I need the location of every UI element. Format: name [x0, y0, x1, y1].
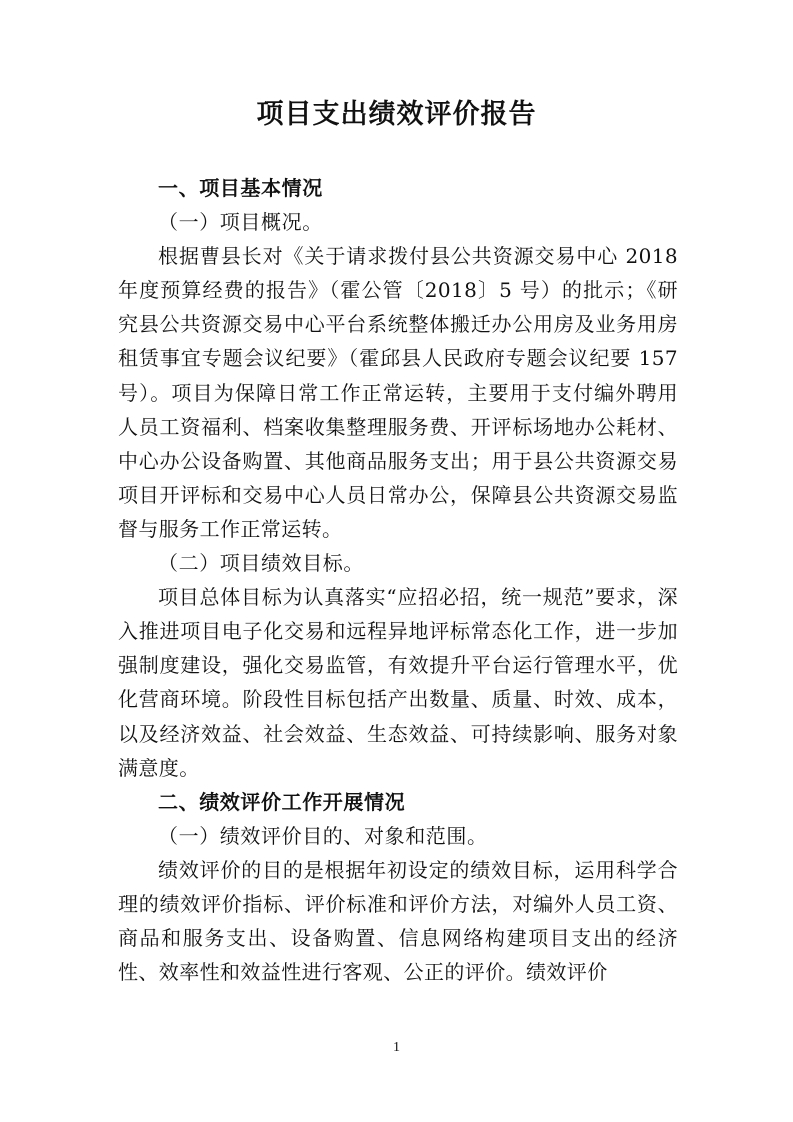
document-body: [118, 171, 678, 989]
paragraph-overview: 根据曹县长对《关于请求拨付县公共资源交易中心 2018 年度预算经费的报告》（霍公管〔2018〕5 号）的批示；《研究县公共资源交易中心平台系统整体搬迁办公用房及业务用房租赁事宜专题会议纪要》（霍邱县人民政府专题会议纪要 157 号）。项目为保障日常工作正常运转，主要用于支付编外聘用人员工资福利、档案收集整理服务费、开评标场地办公耗材、中心办公设备购置、其他商品服务支出；用于县公共资源交易项目开评标和交易中心人员日常办公，保障县公共资源交易监督与服务工作正常运转。: [118, 244, 678, 541]
page-number: 1: [393, 1040, 400, 1055]
subsection-heading-purpose: （一）绩效评价目的、对象和范围。: [158, 823, 488, 848]
subsection-heading-goals: （二）项目绩效目标。: [158, 551, 364, 576]
section-heading-evaluation: 二、绩效评价工作开展情况: [158, 789, 406, 814]
subsection-heading-overview: （一）项目概况。: [158, 210, 323, 235]
paragraph-goals: 项目总体目标为认真落实“应招必招，统一规范”要求，深入推进项目电子化交易和远程异地评标常态化工作，进一步加强制度建设，强化交易监管，有效提升平台运行管理水平，优化营商环境。阶段性目标包括产出数量、质量、时效、成本，以及经济效益、社会效益、生态效益、可持续影响、服务对象满意度。: [118, 585, 678, 780]
paragraph-purpose: 绩效评价的目的是根据年初设定的绩效目标，运用科学合理的绩效评价指标、评价标准和评价方法，对编外人员工资、商品和服务支出、设备购置、信息网络构建项目支出的经济性、效率性和效益性进行客观、公正的评价。绩效评价: [118, 857, 678, 985]
document-title: 项目支出绩效评价报告: [256, 99, 537, 130]
section-heading-basic-info: 一、项目基本情况: [158, 176, 323, 200]
